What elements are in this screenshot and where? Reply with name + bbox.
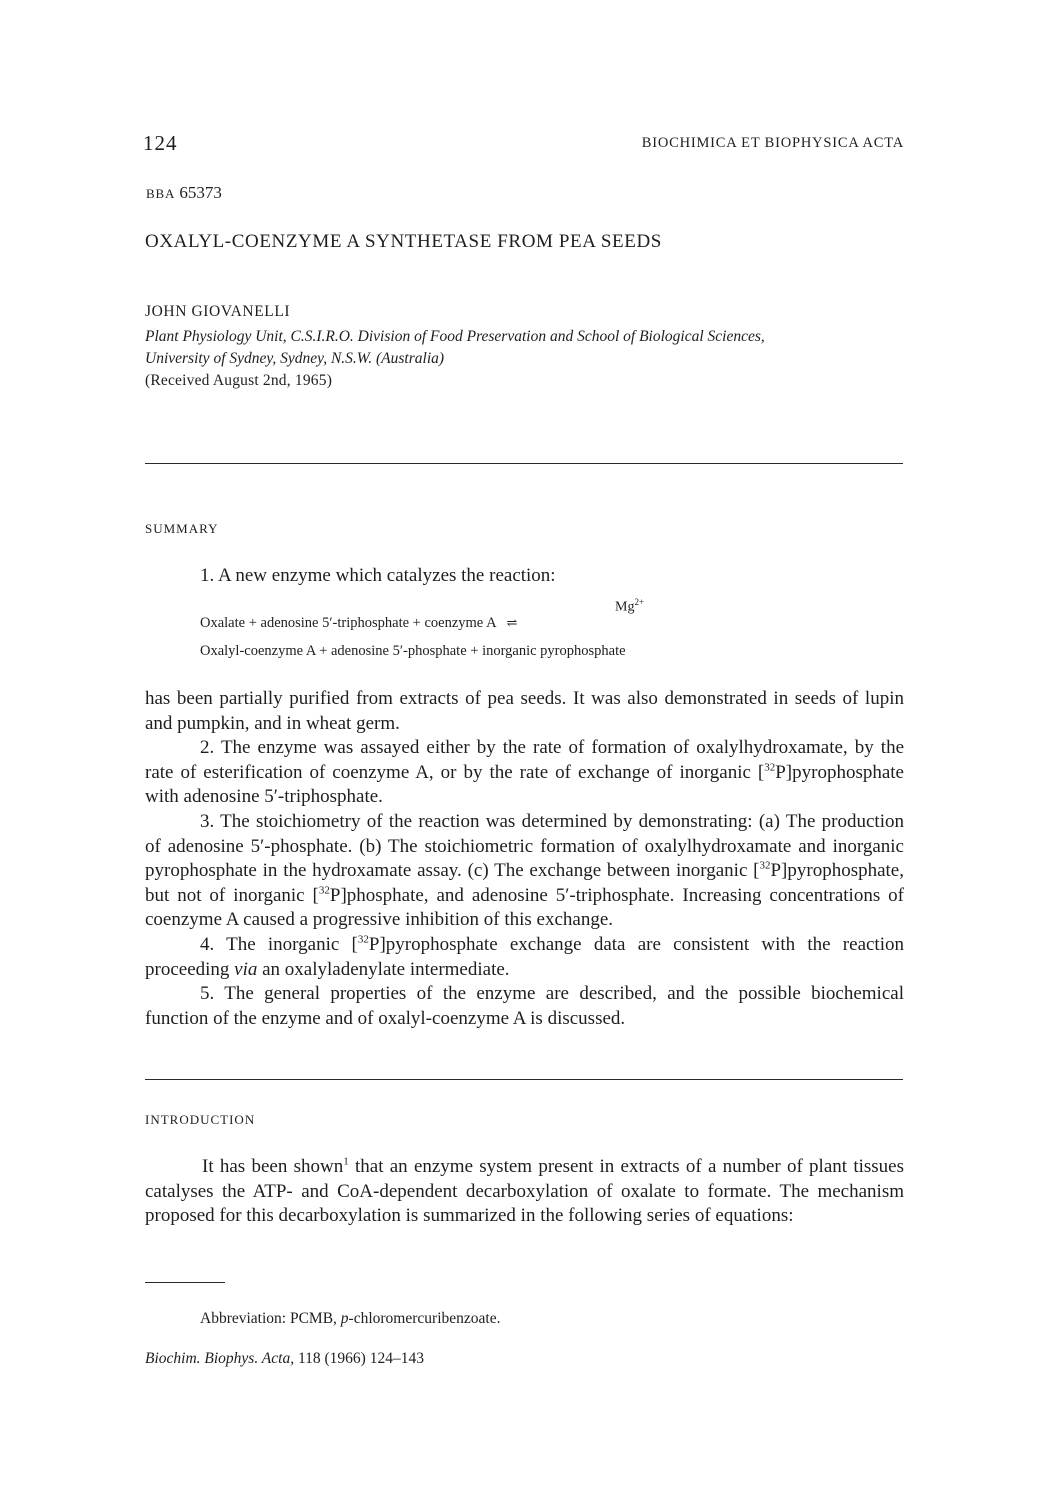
reaction-equation-line-2: Oxalyl-coenzyme A + adenosine 5′-phosphate + inorganic pyrophosphate (200, 643, 626, 659)
summary-item-1-lead: 1. A new enzyme which catalyzes the reaction: (200, 565, 556, 586)
summary-item-4: 4. The inorganic [$^{32}$P]pyrophosphate exchange data are consistent with the reaction proceeding via an oxalyladenylate intermediate. (145, 933, 904, 980)
journal-header: BIOCHIMICA ET BIOPHYSICA ACTA (641, 135, 904, 151)
summary-item-5: 5. The general properties of the enzyme are described, and the possible biochemical function of the enzyme and of oxalyl-coenzyme A is discussed. (145, 983, 904, 1029)
introduction-paragraph: It has been shown$^1$ that an enzyme system present in extracts of a number of plant tissues catalyses the ATP- and CoA-dependent decarboxylation of oxalate to formate. The mechanism proposed for this decarboxylation is summarized in the following series of equations: (145, 1155, 904, 1227)
footnote-rule (145, 1282, 225, 1283)
author-affiliation (145, 326, 905, 370)
summary-body (145, 687, 904, 1031)
equilibrium-arrow: ⇌ (506, 615, 518, 630)
journal-citation: Biochim. Biophys. Acta, 118 (1966) 124–143 (145, 1350, 424, 1367)
divider-bottom (145, 1079, 903, 1080)
article-title: OXALYL-COENZYME A SYNTHETASE FROM PEA SEEDS (145, 231, 662, 252)
affiliation-line-1: Plant Physiology Unit, C.S.I.R.O. Division of Food Preservation and School of Biological Sciences, (145, 328, 765, 345)
introduction-heading: INTRODUCTION (145, 1112, 256, 1127)
affiliation-line-2: University of Sydney, Sydney, N.S.W. (Australia) (145, 350, 445, 367)
reaction-equation-line-1 (200, 615, 517, 632)
reference-marker: 1 (343, 1155, 349, 1168)
bba-label: BBA (146, 186, 176, 201)
cofactor-charge: 2+ (634, 597, 645, 607)
bba-id (146, 183, 222, 203)
cofactor-label (615, 597, 644, 616)
introduction-body (145, 1155, 904, 1229)
summary-item-2: 2. The enzyme was assayed either by the rate of formation of oxalylhydroxamate, by the rate of esterification of coenzyme A, or by the rate of exchange of inorganic [$^{32}$P]pyrophosphate with adenosine 5′-triphosphate. (145, 737, 904, 808)
author-name: JOHN GIOVANELLI (145, 303, 291, 320)
reaction-reactants: Oxalate + adenosine 5′-triphosphate + coenzyme A (200, 615, 497, 631)
summary-heading: SUMMARY (145, 521, 219, 536)
divider-top (145, 463, 903, 464)
bba-number: 65373 (179, 183, 222, 202)
page-number: 124 (143, 131, 178, 155)
summary-item-3: 3. The stoichiometry of the reaction was determined by demonstrating: (a) The production of adenosine 5′-phosphate. (b) The stoichiometric formation of oxalylhydroxamate and inorganic pyrophosphate in the hydroxamate assay. (c) The exchange between inorganic [$^{32}$P]pyrophosphate, but not of inorganic [$^{32}$P]phosphate, and adenosine 5′-triphosphate. Increasing concentrations of coenzyme A caused a progressive inhibition of this exchange. (145, 810, 904, 931)
cofactor-symbol: Mg (615, 599, 635, 615)
abbreviation-footnote: Abbreviation: PCMB, p-chloromercuribenzoate. (200, 1310, 501, 1327)
received-date: (Received August 2nd, 1965) (145, 372, 333, 389)
summary-item-1-continuation: has been partially purified from extracts of pea seeds. It was also demonstrated in seeds of lupin and pumpkin, and in wheat germ. (145, 688, 904, 734)
